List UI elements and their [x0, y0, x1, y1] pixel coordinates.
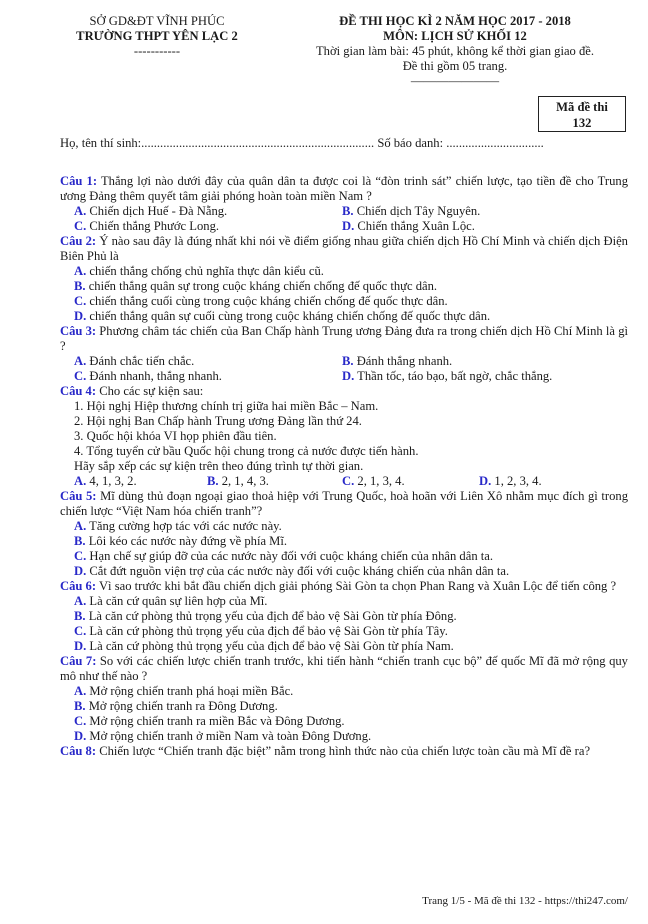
option-a: [74, 474, 137, 489]
question-1: [60, 174, 628, 234]
option-letter: D.: [74, 564, 87, 578]
question-stem: [60, 579, 628, 594]
option-letter: A.: [74, 474, 87, 488]
option-text: Lôi kéo các nước này đứng về phía Mĩ.: [85, 534, 288, 548]
option-letter: D.: [479, 474, 492, 488]
option-letter: C.: [74, 624, 87, 638]
option-text: Đánh thắng nhanh.: [353, 354, 453, 368]
question-6: [60, 579, 628, 654]
question-number: Câu 6:: [60, 579, 97, 593]
option-text: 1, 2, 3, 4.: [491, 474, 542, 488]
header-left: [52, 14, 262, 59]
option-letter: A.: [74, 204, 87, 218]
question-stem: [60, 744, 628, 759]
question-4: [60, 384, 628, 489]
header-right: [280, 14, 630, 89]
question-number: Câu 8:: [60, 744, 97, 758]
question-number: Câu 3:: [60, 324, 97, 338]
option-b: [60, 534, 628, 549]
exam-code-box: [538, 96, 626, 132]
page-footer: Trang 1/5 - Mã đề thi 132 - https://thi247.com/: [422, 895, 628, 907]
option-text: chiến thắng chống chủ nghĩa thực dân kiểu cũ.: [86, 264, 324, 278]
option-text: Hạn chế sự giúp đỡ của các nước này đối với cuộc kháng chiến của nhân dân ta.: [86, 549, 494, 563]
option-text: 2, 1, 4, 3.: [218, 474, 269, 488]
question-7: [60, 654, 628, 744]
option-d: [60, 729, 628, 744]
option-b: [207, 474, 269, 489]
option-row: [60, 204, 628, 219]
option-letter: C.: [74, 294, 87, 308]
option-text: Là căn cứ phòng thủ trọng yếu của địch để bảo vệ Sài Gòn từ phía Tây.: [86, 624, 448, 638]
option-letter: C.: [74, 369, 87, 383]
question-stem: [60, 489, 628, 519]
question-number: Câu 4:: [60, 384, 97, 398]
option-text: Tăng cường hợp tác với các nước này.: [86, 519, 282, 533]
header-underline: ———————: [410, 74, 500, 88]
option-a: [60, 519, 628, 534]
option-a: [74, 204, 227, 219]
option-text: Đánh nhanh, thắng nhanh.: [86, 369, 222, 383]
option-text: 2, 1, 3, 4.: [354, 474, 405, 488]
question-text: Thắng lợi nào dưới đây của quân dân ta được coi là “đòn trinh sát” chiến lược, tạo tiền đề cho Trung ương Đảng thêm quyết tâm giải phóng hoàn toàn miền Nam ?: [60, 174, 628, 203]
option-letter: B.: [74, 609, 86, 623]
question-number: Câu 1:: [60, 174, 98, 188]
question-stem: [60, 234, 628, 264]
event-item: 4. Tổng tuyển cử bầu Quốc hội chung trong cả nước được tiến hành.: [74, 444, 419, 458]
event-item: Hãy sắp xếp các sự kiện trên theo đúng trình tự thời gian.: [74, 459, 364, 473]
question-text: Phương châm tác chiến của Ban Chấp hành Trung ương Đảng đưa ra trong chiến dịch Hồ Chí Minh là gì ?: [60, 324, 628, 353]
question-text: Cho các sự kiện sau:: [96, 384, 204, 398]
option-letter: A.: [74, 684, 87, 698]
option-c: [74, 369, 222, 384]
option-letter: B.: [207, 474, 219, 488]
option-text: Là căn cứ phòng thủ trọng yếu của địch để bảo vệ Sài Gòn từ phía Nam.: [86, 639, 454, 653]
option-letter: D.: [342, 369, 355, 383]
question-8: [60, 744, 628, 759]
option-text: Cắt đứt nguồn viện trợ của các nước này đối với cuộc kháng chiến của nhân dân ta.: [86, 564, 510, 578]
department-name: SỞ GD&ĐT VĨNH PHÚC: [89, 14, 225, 28]
question-5: [60, 489, 628, 579]
question-stem: [60, 174, 628, 204]
option-row: [60, 219, 628, 234]
option-b: [342, 204, 480, 219]
question-text: So với các chiến lược chiến tranh trước, khi tiến hành “chiến tranh cục bộ” đế quốc Mĩ đã mở rộng quy mô như thế nào ?: [60, 654, 628, 683]
option-a: [74, 354, 194, 369]
option-c: [60, 624, 628, 639]
student-id-field: Số báo danh: ...............................: [377, 136, 544, 150]
option-text: Đánh chắc tiến chắc.: [86, 354, 195, 368]
option-b: [60, 279, 628, 294]
event-item: 1. Hội nghị Hiệp thương chính trị giữa hai miền Bắc – Nam.: [74, 399, 379, 413]
option-c: [60, 714, 628, 729]
option-letter: B.: [74, 279, 86, 293]
option-text: Là căn cứ phòng thủ trọng yếu của địch để bảo vệ Sài Gòn từ phía Đông.: [85, 609, 457, 623]
option-c: [60, 549, 628, 564]
option-c: [74, 219, 219, 234]
option-text: Mở rộng chiến tranh ra miền Bắc và Đông Dương.: [86, 714, 345, 728]
option-d: [342, 369, 552, 384]
option-letter: B.: [342, 204, 354, 218]
option-d: [60, 309, 628, 324]
event-item: 2. Hội nghị Ban Chấp hành Trung ương Đảng lần thứ 24.: [74, 414, 362, 428]
option-text: Mở rộng chiến tranh phá hoại miền Bắc.: [86, 684, 294, 698]
option-c: [60, 294, 628, 309]
question-stem: [60, 654, 628, 684]
option-b: [60, 699, 628, 714]
option-text: Chiến thắng Phước Long.: [86, 219, 220, 233]
option-a: [60, 594, 628, 609]
option-letter: C.: [342, 474, 355, 488]
option-c: [342, 474, 405, 489]
exam-code-value: 132: [572, 116, 592, 130]
option-letter: A.: [74, 264, 87, 278]
option-a: [60, 684, 628, 699]
option-text: Thần tốc, táo bạo, bất ngờ, chắc thắng.: [354, 369, 553, 383]
question-number: Câu 5:: [60, 489, 97, 503]
option-d: [60, 639, 628, 654]
subject-title: MÔN: LỊCH SỬ KHỐI 12: [383, 29, 527, 43]
option-b: [60, 609, 628, 624]
question-text: Chiến lược “Chiến tranh đặc biệt” nằm trong hình thức nào của chiến lược toàn cầu mà Mĩ đề ra?: [96, 744, 591, 758]
option-text: Chiến dịch Huế - Đà Nẵng.: [86, 204, 228, 218]
question-number: Câu 2:: [60, 234, 97, 248]
time-note: Thời gian làm bài: 45 phút, không kể thời gian giao đề.: [315, 44, 595, 58]
option-text: chiến thắng quân sự trong cuộc kháng chiến chống đế quốc thực dân.: [85, 279, 438, 293]
pages-note: Đề thi gồm 05 trang.: [402, 59, 508, 73]
option-text: Chiến thắng Xuân Lộc.: [354, 219, 475, 233]
school-name: TRƯỜNG THPT YÊN LẠC 2: [76, 29, 238, 43]
header-dashes: -----------: [133, 44, 181, 58]
option-row: [60, 369, 628, 384]
option-letter: B.: [74, 699, 86, 713]
option-letter: D.: [74, 639, 87, 653]
option-letter: A.: [74, 354, 87, 368]
option-text: Mở rộng chiến tranh ở miền Nam và toàn Đông Dương.: [86, 729, 372, 743]
option-row: [60, 474, 628, 489]
question-text: Ý nào sau đây là đúng nhất khi nói về điểm giống nhau giữa chiến dịch Hồ Chí Minh và chiến dịch Điện Biên Phủ là: [60, 234, 628, 263]
question-text: Mĩ dùng thủ đoạn ngoại giao thoả hiệp với Trung Quốc, hoà hoãn với Liên Xô nhằm mục đích gì trong chiến lược “Việt Nam hóa chiến tranh”?: [60, 489, 628, 518]
option-letter: D.: [74, 729, 87, 743]
option-letter: A.: [74, 594, 87, 608]
exam-title: ĐỀ THI HỌC KÌ 2 NĂM HỌC 2017 - 2018: [339, 14, 571, 28]
question-number: Câu 7:: [60, 654, 97, 668]
question-stem: [60, 384, 628, 399]
option-letter: B.: [342, 354, 354, 368]
option-letter: D.: [342, 219, 355, 233]
option-letter: D.: [74, 309, 87, 323]
question-list: [60, 174, 628, 759]
student-name-field: Họ, tên thí sinh:..........................................................................: [60, 136, 375, 150]
option-a: [60, 264, 628, 279]
option-letter: B.: [74, 534, 86, 548]
option-d: [342, 219, 475, 234]
option-text: chiến thắng quân sự cuối cùng trong cuộc kháng chiến chống đế quốc thực dân.: [86, 309, 491, 323]
option-b: [342, 354, 452, 369]
question-text: Vì sao trước khi bắt đầu chiến dịch giải phóng Sài Gòn ta chọn Phan Rang và Xuân Lộc để tiến công ?: [96, 579, 617, 593]
student-info-line: [60, 136, 630, 151]
option-text: Chiến dịch Tây Nguyên.: [353, 204, 481, 218]
exam-code-label: Mã đề thi: [556, 100, 608, 114]
option-d: [60, 564, 628, 579]
question-3: [60, 324, 628, 384]
option-letter: C.: [74, 549, 87, 563]
option-letter: C.: [74, 219, 87, 233]
option-letter: C.: [74, 714, 87, 728]
event-item: 3. Quốc hội khóa VI họp phiên đầu tiên.: [74, 429, 277, 443]
option-text: Mở rộng chiến tranh ra Đông Dương.: [85, 699, 278, 713]
question-stem: [60, 324, 628, 354]
option-text: chiến thắng cuối cùng trong cuộc kháng chiến chống đế quốc thực dân.: [86, 294, 448, 308]
question-2: [60, 234, 628, 324]
option-text: 4, 1, 3, 2.: [86, 474, 137, 488]
option-row: [60, 354, 628, 369]
option-text: Là căn cứ quân sự liên hợp của Mĩ.: [86, 594, 268, 608]
option-d: [479, 474, 542, 489]
option-letter: A.: [74, 519, 87, 533]
